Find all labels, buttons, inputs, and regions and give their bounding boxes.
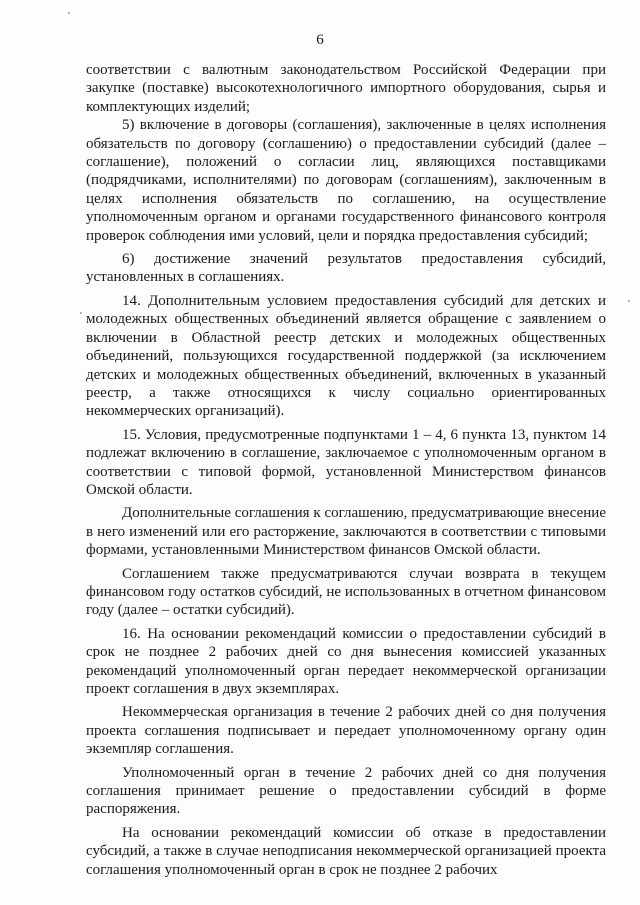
paragraph-refusal: На основании рекомендаций комиссии об отказе в предоставлении субсидий, а также в случае неподписания некоммерческой организацией проекта соглашения уполномоченный орган в срок не позднее 2 рабочих — [86, 824, 606, 878]
paragraph-clause-16: 16. На основании рекомендаций комиссии о предоставлении субсидий в срок не позднее 2 рабочих дней со дня вынесения комиссией указанных рекомендаций уполномоченный орган передает некоммерческой организации проект соглашения в двух экземплярах. — [86, 625, 606, 697]
document-body — [86, 61, 606, 879]
paragraph-continuation: соответствии с валютным законодательством Российской Федерации при закупке (поставке) высокотехнологичного импортного оборудования, сырья и комплектующих изделий; — [86, 62, 606, 115]
paragraph-subsidy-returns: Соглашением также предусматриваются случаи возврата в текущем финансовом году остатков субсидий, не использованных в отчетном финансовом году (далее – остатки субсидий). — [86, 565, 606, 619]
paragraph-additional-agreements: Дополнительные соглашения к соглашению, предусматривающие внесение в него изменений или его расторжение, заключаются в соответствии с типовыми формами, установленными Министерством финансов Омской области. — [86, 505, 606, 559]
page-number: 6 — [316, 32, 324, 48]
scan-speck — [628, 300, 630, 302]
paragraph-clause-14: 14. Дополнительным условием предоставления субсидий для детских и молодежных общественных объединений является обращение с заявлением о включении в Областной реестр детских и молодежных общественных объединений, пользующихся государственной поддержкой (за исключением детских и молодежных общественных объединений, включенных в указанный реестр, а также относящихся к числу социально ориентированных некоммерческих организаций). — [86, 292, 606, 420]
scan-speck — [68, 12, 70, 14]
paragraph-authority-decision: Уполномоченный орган в течение 2 рабочих дней со дня получения соглашения принимает решение о предоставлении субсидий в форме распоряжения. — [86, 764, 606, 818]
paragraph-item-5: 5) включение в договоры (соглашения), заключенные в целях исполнения обязательств по договору (соглашению) о предоставлении субсидий (далее – соглашение), положений о согласии лиц, являющихся поставщиками (подрядчиками, исполнителями) по договорам (соглашениям), заключенным в целях исполнения обязательств по соглашению, на осуществление уполномоченным органом и органами государственного финансового контроля проверок соблюдения ими условий, цели и порядка предоставления субсидий; — [86, 117, 606, 244]
paragraph-nonprofit-signing: Некоммерческая организация в течение 2 рабочих дней со дня получения проекта соглашения подписывает и передает уполномоченному органу один экземпляр соглашения. — [86, 704, 606, 758]
paragraph-item-6: 6) достижение значений результатов предоставления субсидий, установленных в соглашениях. — [86, 251, 606, 286]
scan-speck — [80, 312, 82, 314]
paragraph-clause-15: 15. Условия, предусмотренные подпунктами 1 – 4, 6 пункта 13, пунктом 14 подлежат включению в соглашение, заключаемое с уполномоченным органом в соответствии с типовой формой, установленной Министерством финансов Омской области. — [86, 426, 606, 498]
